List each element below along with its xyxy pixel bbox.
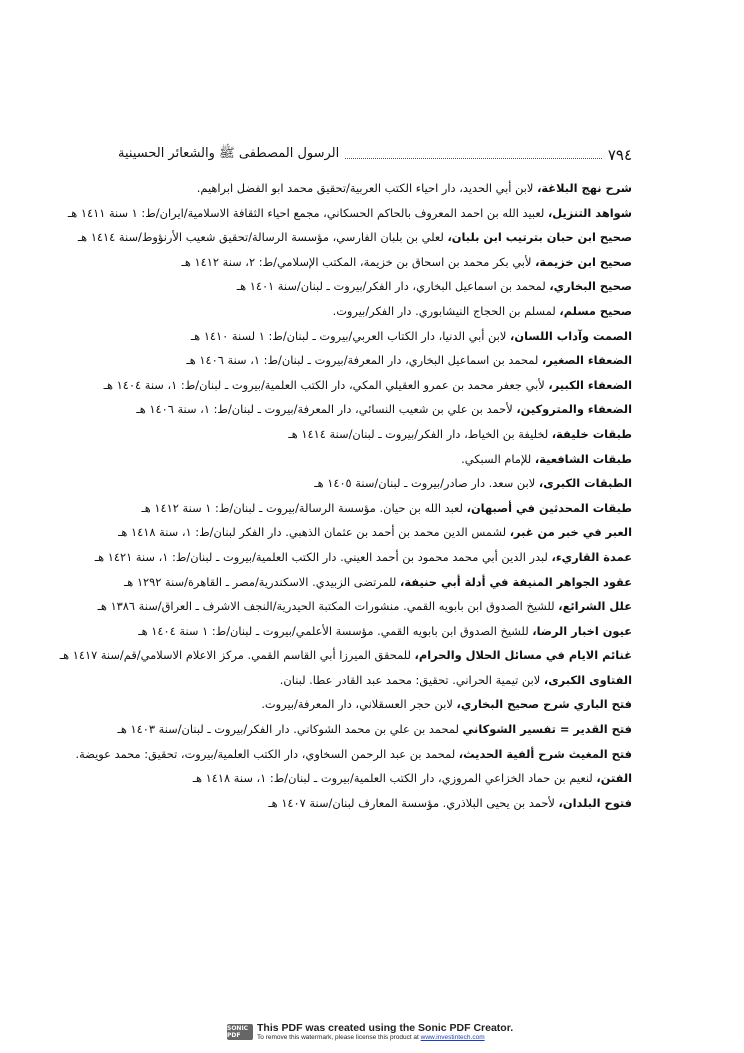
watermark-line-2 [257,1034,513,1042]
entry-title: الطبقات الكبرى، [538,476,632,491]
entry-title: فتح القدير = تفسير الشوكاني [462,722,632,737]
page-number: ٧٩٤ [607,146,632,164]
bibliography-entry [110,496,632,521]
entry-details: لبدر الدين أبي محمد محمود بن أحمد العيني. دار الكتب العلمية/بيروت ـ لبنان/ط: ١، سنة ١٤٢١ هـ [94,549,552,564]
bibliography-entry [110,766,632,791]
entry-details: لشمس الدين محمد بن أحمد بن عثمان الذهبي. دار الفكر لبنان/ط: ١، سنة ١٤١٨ هـ [118,525,510,540]
bibliography-entry [59,643,632,668]
header-title: الرسول المصطفى ﷺ والشعائر الحسينية [118,146,340,161]
entry-title: طبقات المحدثين في أصبهان، [466,500,632,515]
bibliography-entry [110,619,632,644]
entry-details: لابن حجر العسقلاني، دار المعرفة/بيروت. [261,697,457,712]
entry-details: لأحمد بن يحيى البلاذري. مؤسسة المعارف لبنان/سنة ١٤٠٧ هـ [268,795,559,810]
entry-details: لأبي جعفر محمد بن عمرو العقيلي المكي، دار الكتب العلمية/بيروت ـ لبنان/ط: ١، سنة ١٤٠٤ هـ [103,377,549,392]
bibliography-entry [110,250,632,275]
header-leader-dots [345,158,602,159]
entry-title: الضعفاء الصغير، [542,353,632,368]
entry-details: لمحمد بن علي بن محمد الشوكاني. دار الفكر/بيروت ـ لبنان/سنة ١٤٠٣ هـ [117,722,463,737]
entry-title: عمدة القاريء، [551,549,632,564]
entry-details: لابن تيمية الحراني. تحقيق: محمد عبد القادر عطا. لبنان. [279,672,544,687]
entry-details: لخليفة بن الخياط، دار الفكر/بيروت ـ لبنان/سنة ١٤١٤ هـ [288,426,552,441]
bibliography-entry [110,570,632,595]
entry-title: الضعفاء والمتروكين، [516,402,632,417]
entry-details: للشيخ الصدوق ابن بابويه القمي. مؤسسة الأعلمي/بيروت ـ لبنان/ط: ١ سنة ١٤٠٤ هـ [138,623,533,638]
bibliography-entry [110,348,632,373]
bibliography-entry [67,201,632,226]
bibliography-entry [103,373,632,398]
bibliography-entry [75,742,632,767]
entry-details: لنعيم بن حماد الخزاعي المروزي، دار الكتب العلمية/بيروت ـ لبنان/ط: ١، سنة ١٤١٨ هـ [192,771,597,786]
entry-title: صحيح ابن حبان بترتيب ابن بلبان، [447,230,632,245]
bibliography-entry [97,594,632,619]
bibliography-entry [110,299,632,324]
bibliography-list [59,176,632,815]
entry-title: طبقات الشافعية، [534,451,632,466]
entry-details: للمحقق الميرزا أبي القاسم القمي. مركز الاعلام الاسلامي/قم/سنة ١٤١٧ هـ [59,648,415,663]
entry-title: فتح المغيث شرح ألفية الحديث، [458,746,632,761]
watermark-url-link[interactable]: www.investintech.com [420,1034,485,1041]
entry-details: للمرتضى الزبيدي. الاسكندرية/مصر ـ القاهرة/سنة ١٢٩٢ هـ [123,574,401,589]
entry-details: لأبي بكر محمد بن اسحاق بن خزيمة، المكتب الإسلامي/ط: ٢، سنة ١٤١٢ هـ [181,254,536,269]
entry-title: صحيح البخاري، [549,279,632,294]
entry-details: للإمام السبكي. [461,451,535,466]
entry-details: لمحمد بن عبد الرحمن السخاوي، دار الكتب العلمية/بيروت، تحقيق: محمد عويضة. [75,746,459,761]
bibliography-entry [110,397,632,422]
entry-title: عيون اخبار الرضا، [532,623,632,638]
entry-title: صحيح مسلم، [559,303,632,318]
entry-details: للشيخ الصدوق ابن بابويه القمي. منشورات المكتبة الحيدرية/النجف الاشرف ـ العراق/سنة ١٣٨٦ هـ [97,599,559,614]
entry-title: الفتاوى الكبرى، [543,672,632,687]
entry-title: الصمت وآداب اللسان، [510,328,632,343]
entry-title: عقود الجواهر المنيفة في أدلة أبي حنيفة، [400,574,632,589]
entry-details: لأحمد بن علي بن شعيب النسائي، دار المعرفة/بيروت ـ لبنان/ط: ١، سنة ١٤٠٦ هـ [136,402,517,417]
entry-title: علل الشرائع، [558,599,632,614]
entry-title: شواهد التنزيل، [547,205,632,220]
entry-details: لعبيد الله بن احمد المعروف بالحاكم الحسكاني، مجمع احياء الثقافة الاسلامية/ايران/ط: ١ سنة ١٤١١ هـ [67,205,548,220]
entry-title: غنائم الايام في مسائل الحلال والحرام، [414,648,632,663]
entry-details: لابن أبي الحديد، دار احياء الكتب العربية/تحقيق محمد ابو الفضل ابراهيم. [196,181,538,195]
bibliography-entry [110,717,632,742]
entry-title: صحيح ابن خزيمة، [535,254,632,269]
entry-title: الفتن، [596,771,632,786]
watermark-line-1: This PDF was created using the Sonic PDF Creator. [257,1022,514,1034]
sonic-pdf-logo: SONIC PDF [227,1024,253,1040]
entry-details: لعلي بن بلبان الفارسي، مؤسسة الرسالة/تحقيق شعيب الأرنؤوط/سنة ١٤١٤ هـ [77,230,448,245]
entry-title: طبقات خليفة، [551,426,632,441]
bibliography-entry [110,176,632,201]
entry-details: لابن أبي الدنيا، دار الكتاب العربي/بيروت ـ لبنان/ط: ١ لسنة ١٤١٠ هـ [190,328,511,343]
entry-details: لابن سعد. دار صادر/بيروت ـ لبنان/سنة ١٤٠٥ هـ [314,476,539,491]
bibliography-entry [110,447,632,472]
pdf-watermark [227,1020,527,1044]
bibliography-entry [110,692,632,717]
bibliography-entry [94,545,632,570]
bibliography-entry [110,668,632,693]
bibliography-entry [110,791,632,816]
bibliography-entry [110,520,632,545]
bibliography-entry [110,471,632,496]
entry-title: الضعفاء الكبير، [548,377,632,392]
entry-title: شرح نهج البلاغة، [537,181,632,195]
entry-details: لمحمد بن اسماعيل البخاري، دار الفكر/بيروت ـ لبنان/سنة ١٤٠١ هـ [236,279,550,294]
entry-details: لمسلم بن الحجاج النيشابوري. دار الفكر/بيروت. [332,303,560,318]
watermark-line-2-text: To remove this watermark, please license this product at [257,1034,419,1041]
bibliography-entry [110,274,632,299]
entry-title: فتوح البلدان، [558,795,632,810]
running-header [118,144,632,164]
bibliography-entry [110,422,632,447]
entry-title: فتح الباري شرح صحيح البخاري، [456,697,632,712]
entry-details: لمحمد بن اسماعيل البخاري، دار المعرفة/بيروت ـ لبنان/ط: ١، سنة ١٤٠٦ هـ [186,353,542,368]
bibliography-entry [110,324,632,349]
entry-details: لعبد الله بن حيان. مؤسسة الرسالة/بيروت ـ لبنان/ط: ١ سنة ١٤١٢ هـ [141,500,467,515]
entry-title: العبر في خبر من غبر، [509,525,632,540]
bibliography-entry [77,225,632,250]
